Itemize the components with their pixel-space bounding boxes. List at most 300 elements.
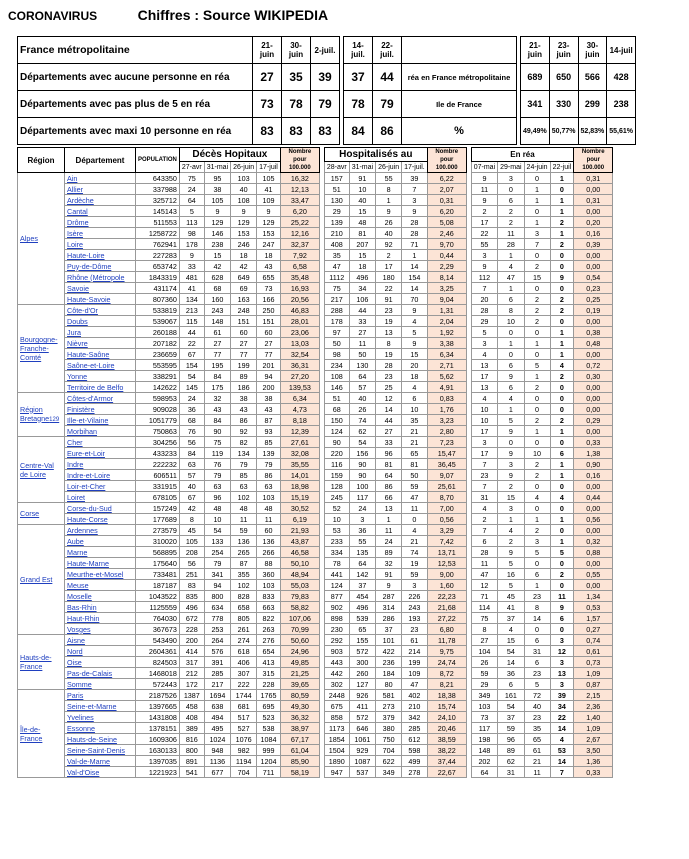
rea-cell: 1 (524, 184, 550, 195)
summary-value: 566 (578, 64, 607, 91)
hosp-cell: 1504 (324, 745, 349, 756)
population-cell: 331915 (136, 481, 180, 492)
table-row (18, 635, 613, 646)
rea-cell: 0 (524, 173, 550, 184)
rea-cell: 31 (498, 767, 524, 778)
department-link[interactable]: Haut-Rhin (65, 613, 136, 624)
rea-cell: 10 (524, 448, 550, 459)
department-link[interactable]: Rhône (Métropole (65, 272, 136, 283)
department-link[interactable]: Morbihan (65, 426, 136, 437)
col-rea-pour (574, 148, 613, 173)
rea-cell: 0 (524, 327, 550, 338)
department-link[interactable]: Val-d'Oise (65, 767, 136, 778)
rea-cell: 1 (550, 536, 574, 547)
population-cell: 543490 (136, 635, 180, 646)
hosp-cell: 37 (349, 580, 375, 591)
rea-cell: 117 (471, 723, 497, 734)
department-link[interactable]: Jura (65, 327, 136, 338)
deces-cell: 254 (204, 547, 230, 558)
table-row (18, 404, 613, 415)
rea-cell: 14 (550, 756, 574, 767)
rea-cell: 5 (498, 415, 524, 426)
department-link[interactable]: Doubs (65, 316, 136, 327)
hosp-per-100k: 13,71 (427, 547, 466, 558)
hosp-cell: 408 (324, 239, 349, 250)
deces-cell: 238 (204, 239, 230, 250)
deces-cell: 160 (204, 294, 230, 305)
population-cell: 1258722 (136, 228, 180, 239)
deces-cell: 27 (204, 338, 230, 349)
rea-per-100k: 0,55 (574, 569, 613, 580)
rea-cell: 7 (471, 459, 497, 470)
rea-cell: 39 (550, 690, 574, 701)
population-cell: 1468018 (136, 668, 180, 679)
hosp-cell: 220 (324, 448, 349, 459)
deces-cell: 654 (257, 646, 281, 657)
summary-date: 21-juin (521, 37, 550, 64)
department-link[interactable]: Cher (65, 437, 136, 448)
rea-cell: 29 (471, 316, 497, 327)
rea-cell: 0 (550, 382, 574, 393)
deces-cell: 677 (204, 767, 230, 778)
department-link[interactable]: Haute-Corse (65, 514, 136, 525)
department-link[interactable]: Cantal (65, 206, 136, 217)
rea-cell: 8 (524, 602, 550, 613)
department-link[interactable]: Yonne (65, 371, 136, 382)
deces-cell: 60 (257, 525, 281, 536)
department-link[interactable]: Meuse (65, 580, 136, 591)
department-link[interactable]: Ardèche (65, 195, 136, 206)
rea-cell: 6 (524, 635, 550, 646)
deces-cell: 201 (257, 360, 281, 371)
table-row (18, 184, 613, 195)
hosp-cell: 135 (349, 547, 375, 558)
rea-cell: 3 (498, 503, 524, 514)
rea-per-100k: 0,48 (574, 338, 613, 349)
region-cell (18, 690, 65, 778)
population-cell: 310020 (136, 536, 180, 547)
population-cell: 1397665 (136, 701, 180, 712)
hosp-per-100k: 7,42 (427, 536, 466, 547)
department-link[interactable]: Somme (65, 679, 136, 690)
deces-cell: 85 (257, 437, 281, 448)
department-link[interactable]: Saône-et-Loire (65, 360, 136, 371)
deces-cell: 413 (257, 657, 281, 668)
hosp-cell: 28 (402, 217, 428, 228)
department-link[interactable]: Pas-de-Calais (65, 668, 136, 679)
deces-cell: 778 (204, 613, 230, 624)
region-name[interactable]: Région Bretagne (20, 404, 50, 423)
department-link[interactable]: Vosges (65, 624, 136, 635)
region-name[interactable]: Île-de-France (20, 724, 43, 743)
rea-per-100k: 0,00 (574, 261, 613, 272)
deces-per-100k: 27,61 (280, 437, 319, 448)
hosp-cell: 902 (324, 602, 349, 613)
hosp-cell: 3 (349, 514, 375, 525)
region-name[interactable]: Centre-Val de Loire (20, 460, 54, 479)
deces-cell: 9 (179, 250, 204, 261)
rea-cell: 14 (498, 657, 524, 668)
population-cell: 1378151 (136, 723, 180, 734)
population-cell: 511553 (136, 217, 180, 228)
deces-cell: 163 (231, 294, 257, 305)
rea-cell: 1 (498, 514, 524, 525)
department-link[interactable]: Eure-et-Loir (65, 448, 136, 459)
hosp-cell: 108 (324, 371, 349, 382)
deces-cell: 1194 (231, 756, 257, 767)
deces-per-100k: 12,16 (280, 228, 319, 239)
table-row (18, 448, 613, 459)
rea-cell: 8 (498, 305, 524, 316)
rea-cell: 1 (550, 195, 574, 206)
department-link[interactable]: Finistère (65, 404, 136, 415)
deces-per-100k: 7,92 (280, 250, 319, 261)
region-name[interactable]: Corse (20, 509, 40, 518)
department-link[interactable]: Nord (65, 646, 136, 657)
hosp-per-100k: 6,22 (427, 173, 466, 184)
hosp-cell: 59 (402, 481, 428, 492)
department-link[interactable]: Marne (65, 547, 136, 558)
rea-cell: 0 (524, 503, 550, 514)
department-link[interactable]: Aube (65, 536, 136, 547)
department-link[interactable]: Côte-d'Or (65, 305, 136, 316)
rea-cell: 1 (550, 338, 574, 349)
hosp-cell: 40 (376, 228, 402, 239)
deces-per-100k: 107,06 (280, 613, 319, 624)
hosp-cell: 23 (376, 305, 402, 316)
rea-cell: 161 (498, 690, 524, 701)
rea-per-100k: 0,61 (574, 646, 613, 657)
deces-cell: 76 (204, 459, 230, 470)
hosp-per-100k: 6,34 (427, 349, 466, 360)
summary-value: 83 (282, 118, 311, 145)
department-link[interactable]: Isère (65, 228, 136, 239)
region-name[interactable]: Alpes (20, 234, 38, 243)
department-link[interactable]: Loiret (65, 492, 136, 503)
deces-cell: 88 (257, 558, 281, 569)
rea-per-100k: 2,67 (574, 734, 613, 745)
table-row (18, 173, 613, 184)
deces-per-100k: 15,19 (280, 492, 319, 503)
rea-cell: 1 (550, 327, 574, 338)
deces-cell: 79 (204, 470, 230, 481)
hosp-cell: 285 (402, 723, 428, 734)
rea-cell: 3 (550, 657, 574, 668)
rea-cell: 1 (550, 470, 574, 481)
rea-per-100k: 0,00 (574, 316, 613, 327)
deces-cell: 92 (231, 426, 257, 437)
deces-cell: 253 (204, 624, 230, 635)
department-link[interactable]: Haute-Marne (65, 558, 136, 569)
table-row (18, 503, 613, 514)
rea-cell: 4 (498, 393, 524, 404)
deces-cell: 495 (204, 723, 230, 734)
deces-cell: 151 (257, 316, 281, 327)
rea-cell: 0 (550, 283, 574, 294)
rea-cell: 3 (498, 459, 524, 470)
deces-cell: 638 (204, 701, 230, 712)
rea-cell: 1 (550, 426, 574, 437)
rea-per-100k: 2,36 (574, 701, 613, 712)
deces-per-100k: 18,98 (280, 481, 319, 492)
deces-per-100k: 79,83 (280, 591, 319, 602)
department-link[interactable]: Indre-et-Loire (65, 470, 136, 481)
department-link[interactable]: Savoie (65, 283, 136, 294)
department-link[interactable]: Drôme (65, 217, 136, 228)
rea-per-100k: 0,20 (574, 217, 613, 228)
deces-cell: 263 (257, 624, 281, 635)
rea-cell: 0 (524, 206, 550, 217)
deces-cell: 360 (257, 569, 281, 580)
rea-cell: 4 (498, 624, 524, 635)
department-link[interactable]: Essonne (65, 723, 136, 734)
hosp-cell: 51 (324, 393, 349, 404)
rea-per-100k: 0,00 (574, 382, 613, 393)
hosp-per-100k: 37,44 (427, 756, 466, 767)
department-link[interactable]: Puy-de-Dôme (65, 261, 136, 272)
deces-cell: 11 (231, 514, 257, 525)
rea-cell: 12 (471, 580, 497, 591)
rea-cell: 9 (550, 602, 574, 613)
deces-cell: 103 (257, 492, 281, 503)
rea-cell: 47 (471, 569, 497, 580)
summary-value: 27 (253, 64, 282, 91)
deces-cell: 618 (231, 646, 257, 657)
region-name[interactable]: Grand Est (20, 575, 53, 584)
rea-cell: 9 (498, 426, 524, 437)
deces-cell: 1024 (204, 734, 230, 745)
rea-cell: 11 (471, 558, 497, 569)
deces-cell: 57 (179, 470, 204, 481)
hosp-per-100k: 0,31 (427, 195, 466, 206)
hosp-cell: 217 (324, 294, 349, 305)
hosp-cell: 64 (349, 558, 375, 569)
department-link[interactable]: Côtes-d'Armor (65, 393, 136, 404)
table-row (18, 283, 613, 294)
rea-per-100k: 0,88 (574, 547, 613, 558)
rea-cell: 0 (550, 393, 574, 404)
department-link[interactable]: Oise (65, 657, 136, 668)
deces-cell: 95 (204, 173, 230, 184)
table-row (18, 734, 613, 745)
department-link[interactable]: Ardennes (65, 525, 136, 536)
rea-cell: 29 (471, 679, 497, 690)
hosp-cell: 71 (402, 239, 428, 250)
department-link[interactable]: Moselle (65, 591, 136, 602)
deces-cell: 248 (231, 305, 257, 316)
table-body (18, 173, 613, 778)
hosp-cell: 128 (324, 481, 349, 492)
rea-per-100k: 0,73 (574, 657, 613, 668)
department-link[interactable]: Corse-du-Sud (65, 503, 136, 514)
rea-cell: 1 (550, 514, 574, 525)
deces-per-100k: 20,56 (280, 294, 319, 305)
population-cell: 187187 (136, 580, 180, 591)
department-link[interactable]: Seine-Saint-Denis (65, 745, 136, 756)
department-link[interactable]: Nièvre (65, 338, 136, 349)
rea-cell: 14 (550, 723, 574, 734)
department-link[interactable]: Yvelines (65, 712, 136, 723)
department-link[interactable]: Aisne (65, 635, 136, 646)
deces-per-100k: 49,30 (280, 701, 319, 712)
department-link[interactable]: Paris (65, 690, 136, 701)
rea-cell: 2 (524, 459, 550, 470)
rea-cell: 4 (550, 360, 574, 371)
rea-cell: 114 (471, 602, 497, 613)
hosp-cell: 8 (376, 184, 402, 195)
population-cell: 762941 (136, 239, 180, 250)
deces-cell: 266 (257, 547, 281, 558)
rea-cell: 54 (498, 701, 524, 712)
deces-per-100k: 6,34 (280, 393, 319, 404)
rea-cell: 1 (524, 338, 550, 349)
population-cell: 1125559 (136, 602, 180, 613)
hosp-per-100k: 36,45 (427, 459, 466, 470)
department-link[interactable]: Loir-et-Cher (65, 481, 136, 492)
deces-cell: 134 (179, 294, 204, 305)
hosp-cell: 74 (349, 415, 375, 426)
table-row (18, 580, 613, 591)
hosp-cell: 496 (349, 602, 375, 613)
hosp-cell: 22 (376, 283, 402, 294)
rea-per-100k: 0,31 (574, 173, 613, 184)
hosp-cell: 496 (349, 272, 375, 283)
deces-cell: 496 (179, 602, 204, 613)
hosp-per-100k: 7,00 (427, 503, 466, 514)
department-link[interactable]: Allier (65, 184, 136, 195)
summary-value: 50,77% (549, 118, 578, 145)
hosp-cell: 96 (376, 448, 402, 459)
region-name[interactable]: Bourgogne-Franche-Comté (20, 335, 58, 362)
summary-value: 79 (311, 91, 340, 118)
col-hosp-pour (427, 148, 466, 173)
hosp-cell: 234 (324, 360, 349, 371)
deces-cell: 86 (257, 470, 281, 481)
table-row (18, 492, 613, 503)
department-link[interactable]: Haute-Loire (65, 250, 136, 261)
hosp-cell: 90 (324, 437, 349, 448)
hosp-cell: 11 (402, 503, 428, 514)
region-suffix: 129 (49, 416, 60, 423)
rea-cell: 26 (471, 657, 497, 668)
table-row (18, 690, 613, 701)
population-cell: 207182 (136, 338, 180, 349)
department-link[interactable]: Bas-Rhin (65, 602, 136, 613)
hosp-cell: 35 (324, 250, 349, 261)
hosp-cell: 334 (324, 547, 349, 558)
deces-cell: 695 (257, 701, 281, 712)
rea-cell: 10 (498, 316, 524, 327)
department-link[interactable]: Loire (65, 239, 136, 250)
hosp-per-100k: 3,38 (427, 338, 466, 349)
deces-cell: 129 (204, 217, 230, 228)
hosp-cell: 11 (349, 338, 375, 349)
rea-cell: 1 (524, 371, 550, 382)
hosp-per-100k: 8,14 (427, 272, 466, 283)
column-date: 27-avr (179, 162, 204, 173)
department-link[interactable]: Meurthe-et-Mosel (65, 569, 136, 580)
rea-cell: 59 (471, 668, 497, 679)
table-row (18, 338, 613, 349)
region-name[interactable]: Hauts-de-France (20, 653, 52, 671)
deces-cell: 307 (231, 668, 257, 679)
department-link[interactable]: Ille-et-Vilaine (65, 415, 136, 426)
rea-per-100k: 0,38 (574, 327, 613, 338)
rea-cell: 1 (524, 580, 550, 591)
hosp-per-100k: 21,68 (427, 602, 466, 613)
table-row (18, 250, 613, 261)
deces-cell: 105 (179, 536, 204, 547)
hosp-cell: 929 (349, 745, 375, 756)
hosp-cell: 33 (349, 316, 375, 327)
department-link[interactable]: Ain (65, 173, 136, 184)
deces-per-100k: 55,03 (280, 580, 319, 591)
summary-value: 49,49% (521, 118, 550, 145)
table-row (18, 547, 613, 558)
department-link[interactable]: Haute-Savoie (65, 294, 136, 305)
deces-cell: 517 (231, 712, 257, 723)
hosp-cell: 65 (402, 448, 428, 459)
deces-cell: 42 (179, 503, 204, 514)
hosp-cell: 139 (324, 217, 349, 228)
hosp-cell: 17 (376, 261, 402, 272)
hosp-cell: 146 (324, 382, 349, 393)
hosp-cell: 233 (324, 536, 349, 547)
department-link[interactable]: Val-de-Marne (65, 756, 136, 767)
hosp-cell: 18 (349, 261, 375, 272)
rea-cell: 10 (471, 404, 497, 415)
hosp-cell: 159 (324, 470, 349, 481)
rea-cell: 21 (524, 756, 550, 767)
deces-cell: 86 (231, 415, 257, 426)
department-link[interactable]: Indre (65, 459, 136, 470)
rea-cell: 13 (550, 668, 574, 679)
hosp-cell: 572 (349, 712, 375, 723)
deces-cell: 24 (179, 184, 204, 195)
deces-cell: 83 (179, 580, 204, 591)
rea-cell: 5 (524, 679, 550, 690)
deces-cell: 274 (231, 635, 257, 646)
hosp-cell: 947 (324, 767, 349, 778)
deces-cell: 527 (231, 723, 257, 734)
department-link[interactable]: Seine-et-Marne (65, 701, 136, 712)
rea-cell: 0 (498, 437, 524, 448)
hosp-per-100k: 15,47 (427, 448, 466, 459)
rea-cell: 1 (550, 349, 574, 360)
rea-per-100k: 0,54 (574, 272, 613, 283)
rea-cell: 45 (498, 591, 524, 602)
deces-cell: 32 (204, 393, 230, 404)
deces-cell: 151 (231, 316, 257, 327)
rea-cell: 6 (498, 679, 524, 690)
hosp-per-100k: 8,70 (427, 492, 466, 503)
table-row (18, 382, 613, 393)
hosp-per-100k: 15,74 (427, 701, 466, 712)
department-link[interactable]: Territoire de Belfo (65, 382, 136, 393)
hosp-cell: 622 (376, 756, 402, 767)
department-link[interactable]: Hauts-de-Seine (65, 734, 136, 745)
deces-cell: 634 (204, 602, 230, 613)
deces-cell: 48 (204, 503, 230, 514)
department-link[interactable]: Haute-Saône (65, 349, 136, 360)
deces-cell: 1076 (231, 734, 257, 745)
rea-cell: 9 (498, 547, 524, 558)
hosp-cell: 66 (376, 492, 402, 503)
rea-cell: 37 (498, 613, 524, 624)
hosp-cell: 3 (402, 195, 428, 206)
rea-cell: 2 (471, 514, 497, 525)
hosp-per-100k: 6,80 (427, 624, 466, 635)
